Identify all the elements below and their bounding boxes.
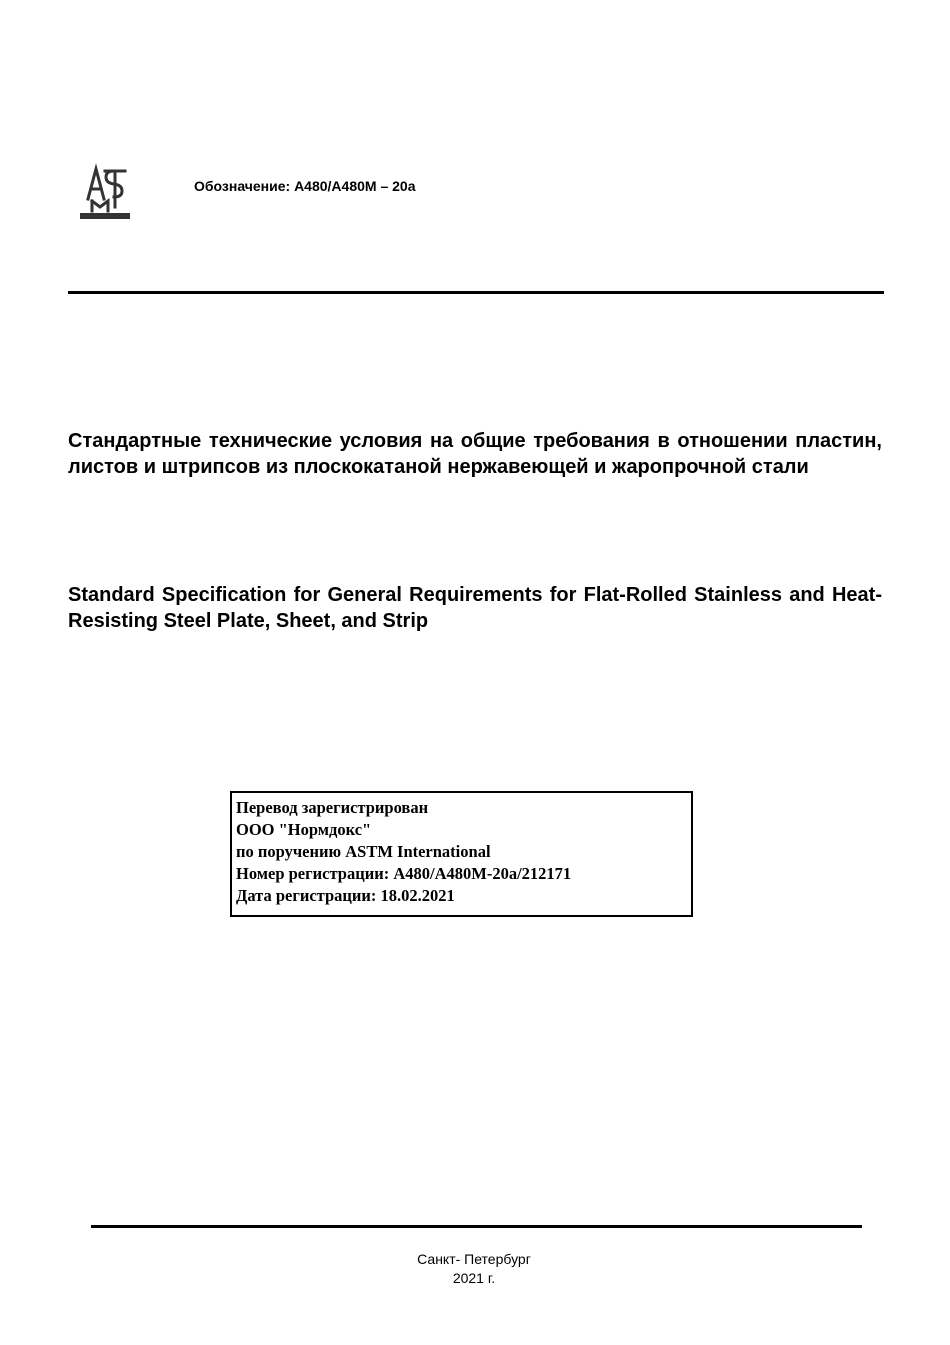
document-designation: Обозначение: A480/A480M – 20a [194,178,416,194]
astm-international-logo [78,163,132,221]
title-russian: Стандартные технические условия на общие требования в отношении пластин, листов и штрипсов из плоскокатаной нержавеющей и жаропрочной стали [68,430,882,478]
footer-year: 2021 г. [452,1270,496,1286]
registration-line: по поручению ASTM International [236,842,491,861]
registration-number: Номер регистрации: A480/A480M-20a/212171 [236,864,572,883]
registration-date: Дата регистрации: 18.02.2021 [236,886,455,905]
registration-line: Перевод зарегистрирован [236,798,429,817]
registration-box [230,791,693,917]
registration-line: ООО "Нормдокс" [236,820,372,839]
footer-divider [91,1225,862,1228]
footer-city: Санкт- Петербург [417,1251,531,1267]
title-english: Standard Specification for General Requirements for Flat-Rolled Stainless and Heat-Resisting Steel Plate, Sheet, and Strip [68,584,882,632]
footer [350,1250,598,1288]
header-divider [68,291,884,294]
